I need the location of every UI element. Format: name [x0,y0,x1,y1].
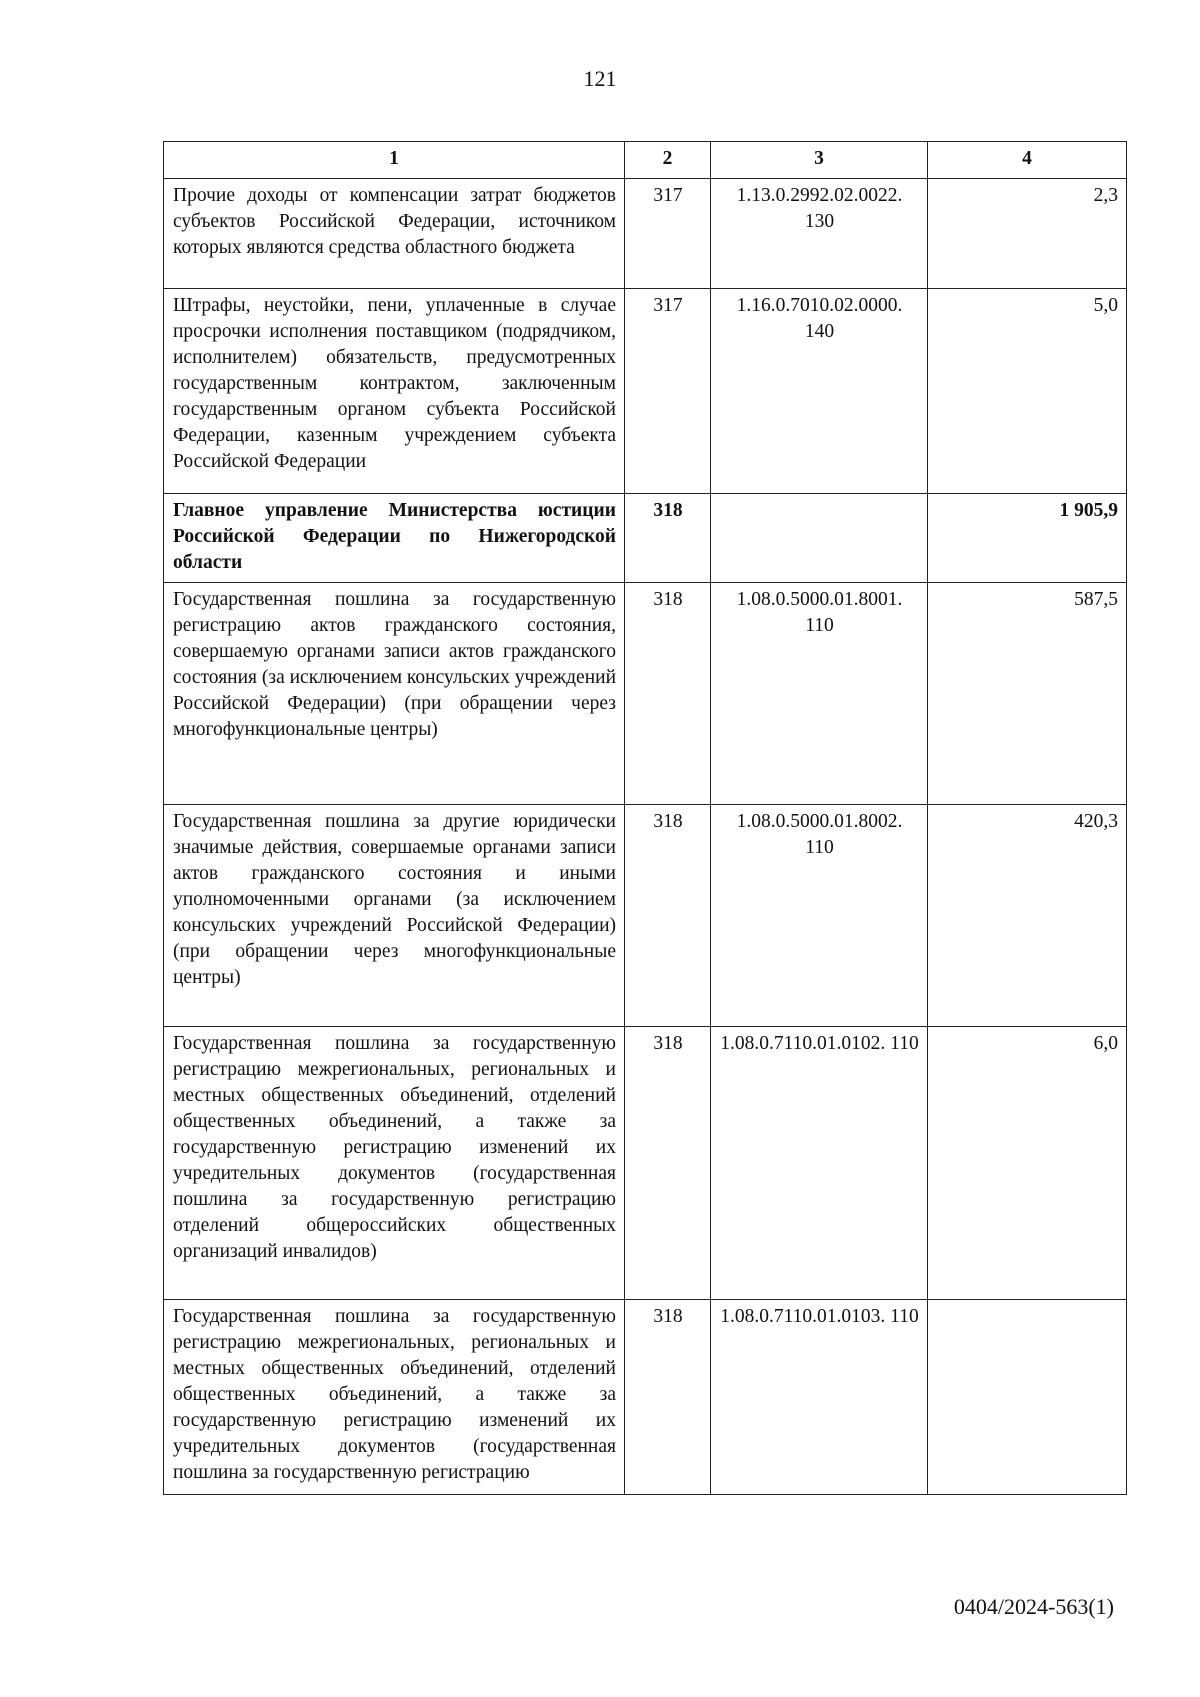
row-description: Государственная пошлина за другие юридически значимые действия, совершаемые органами записи актов гражданского состояния и иными уполномоченными органами (за исключением консульских учреждений Российской Федерации) (при обращении через многофункциональные центры) [164,805,625,1027]
row-description: Прочие доходы от компенсации затрат бюджетов субъектов Российской Федерации, источником которых являются средства областного бюджета [164,179,625,289]
revenue-table [163,141,1127,1495]
column-header-4: 4 [928,142,1127,179]
table-row-department [164,494,1127,583]
row-description: Государственная пошлина за государственную регистрацию межрегиональных, региональных и местных общественных объединений, отделений общественных объединений, а также за государственную регистрацию изменений их учредительных документов (государственная пошлина за государственную регистрацию [164,1300,625,1495]
row-amount: 6,0 [928,1027,1127,1300]
row-kbk-code: 1.08.0.7110.01.0103. 110 [711,1300,928,1495]
row-kbk-code: 1.08.0.7110.01.0102. 110 [711,1027,928,1300]
row-amount: 587,5 [928,583,1127,805]
row-description: Государственная пошлина за государственную регистрацию межрегиональных, региональных и местных общественных объединений, отделений общественных объединений, а также за государственную регистрацию изменений их учредительных документов (государственная пошлина за государственную регистрацию отделений общероссийских общественных организаций инвалидов) [164,1027,625,1300]
row-amount: 1 905,9 [928,494,1127,583]
row-admin-code: 318 [625,805,711,1027]
row-kbk-code: 1.16.0.7010.02.0000. 140 [711,289,928,494]
row-admin-code: 317 [625,179,711,289]
row-amount: 5,0 [928,289,1127,494]
page-number: 121 [583,66,617,91]
table-row [164,805,1127,1027]
row-amount: 420,3 [928,805,1127,1027]
table-row [164,583,1127,805]
row-kbk-code: 1.08.0.5000.01.8002. 110 [711,805,928,1027]
table-header-row [164,142,1127,179]
row-kbk-code: 1.08.0.5000.01.8001. 110 [711,583,928,805]
row-description: Штрафы, неустойки, пени, уплаченные в случае просрочки исполнения поставщиком (подрядчиком, исполнителем) обязательств, предусмотренных государственным контрактом, заключенным государственным органом субъекта Российской Федерации, казенным учреждением субъекта Российской Федерации [164,289,625,494]
column-header-2: 2 [625,142,711,179]
row-description: Государственная пошлина за государственную регистрацию актов гражданского состояния, совершаемую органами записи актов гражданского состояния (за исключением консульских учреждений Российской Федерации) (при обращении через многофункциональные центры) [164,583,625,805]
row-amount: 2,3 [928,179,1127,289]
row-admin-code: 318 [625,1300,711,1495]
table-row [164,1300,1127,1495]
row-kbk-code [711,494,928,583]
row-admin-code: 318 [625,1027,711,1300]
row-kbk-code: 1.13.0.2992.02.0022. 130 [711,179,928,289]
row-amount [928,1300,1127,1495]
table-row [164,1027,1127,1300]
document-code: 0404/2024-563(1) [953,1594,1114,1619]
row-description: Главное управление Министерства юстиции Российской Федерации по Нижегородской области [164,494,625,583]
row-admin-code: 317 [625,289,711,494]
row-admin-code: 318 [625,583,711,805]
table-row [164,289,1127,494]
column-header-1: 1 [164,142,625,179]
table-row [164,179,1127,289]
row-admin-code: 318 [625,494,711,583]
column-header-3: 3 [711,142,928,179]
